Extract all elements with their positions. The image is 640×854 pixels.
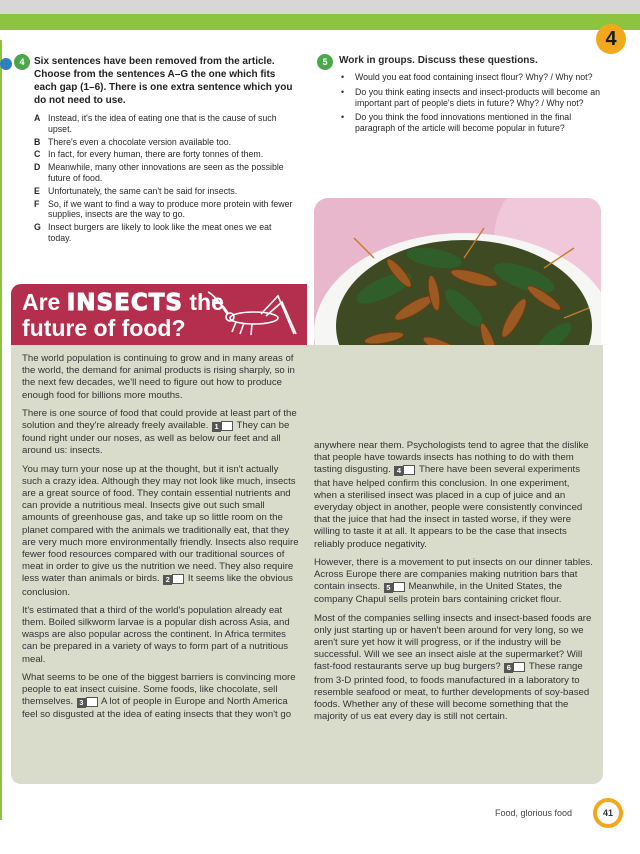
paragraph xyxy=(22,408,299,458)
option-text: Insect burgers are likely to look like the meat ones we eat today. xyxy=(48,222,272,243)
article-column-right xyxy=(314,440,593,729)
gap-answer-box[interactable] xyxy=(513,662,525,672)
text-run: Most of the companies selling insects and insect-based foods are only just starting up or haven't been around for very long, so we aren't sure yet how it will progress, or if the industry will be successful. Will we see an insect aisle at the supermarket? Will fast-food restaurants serve up bug burgers? xyxy=(314,612,592,673)
top-margin xyxy=(0,0,640,14)
title-line-2: future of food? xyxy=(22,315,186,341)
article-column-left xyxy=(22,353,299,728)
sentence-options xyxy=(34,113,296,246)
option-text: So, if we want to find a way to produce more protein with fewer supplies, insects are the way to go. xyxy=(48,198,293,220)
exercise-5-instruction: Work in groups. Discuss these questions. xyxy=(339,55,538,66)
option-letter: C xyxy=(34,149,41,160)
header-bar xyxy=(0,14,640,30)
title-word: the xyxy=(189,289,224,315)
question-item: • Would you eat food containing insect flour? Why? / Why not? xyxy=(339,72,601,83)
page-number: 41 xyxy=(593,798,623,828)
option-letter: E xyxy=(34,185,40,196)
option-letter: B xyxy=(34,136,41,147)
text-run: Meanwhile, in the United States, the company Chapul sells protein bars containing cricket flour. xyxy=(314,581,563,606)
gap-answer-box[interactable] xyxy=(221,421,233,431)
bullet-dot xyxy=(0,58,12,70)
option-d xyxy=(34,162,296,184)
question-item: • Do you think the food innovations mentioned in the final paragraph of the article will become popular in future? xyxy=(339,112,601,134)
option-letter: A xyxy=(34,113,41,123)
cricket-icon xyxy=(206,290,301,340)
option-text: Unfortunately, the same can't be said for insects. xyxy=(48,185,238,196)
title-word: Are xyxy=(22,289,61,315)
text-run: You may turn your nose up at the thought, but it isn't actually such a crazy idea. Although they may not look like much, insects are a great source of food. They contain essential nutrients and can provide a nutritious meal. Insects give out such small amounts of greenhouse gas, and take up so little room on the planet compared with the animals we traditionally eat, that they are very much more environmentally friendly. Insects also require fewer food resources compared with our traditional sources of meat in order to give us the nutrition we need. They also require less water than animals or birds. xyxy=(22,463,299,585)
text-run: However, there is a movement to put insects on our dinner tables. Across Europe there are companies making nutrition bars that contain insects. xyxy=(314,556,593,593)
exercise-4-instruction: Six sentences have been removed from the article. Choose from the sentences A–G the one which fits each gap (1–6). There is one extra sentence which you do not need to use. xyxy=(34,56,293,106)
section-name: Food, glorious food xyxy=(495,808,573,818)
paragraph xyxy=(22,464,299,599)
option-text: Instead, it's the idea of eating one that is the cause of such upset. xyxy=(48,113,277,134)
exercise-4-number: 4 xyxy=(14,54,30,70)
gap-answer-box[interactable] xyxy=(403,465,415,475)
text-run: These range from 3-D printed food, to foods manufactured in a laboratory to resemble seafood or meat, to further developments of soy-based foods. Whether any of these will become something that the majority of us eat every day is still not certain. xyxy=(314,661,590,723)
paragraph xyxy=(314,557,593,607)
paragraph xyxy=(314,440,593,551)
gap-number: 2 xyxy=(163,575,172,585)
text-run: anywhere near them. Psychologists tend to agree that the dislike that people have towards insects has nothing to do with them tasting disgusting. xyxy=(314,440,589,476)
discussion-questions xyxy=(339,72,601,138)
option-a xyxy=(34,113,296,135)
option-letter: F xyxy=(34,198,40,209)
unit-number-badge: 4 xyxy=(596,24,626,54)
gap-answer-box[interactable] xyxy=(86,697,98,707)
paragraph xyxy=(314,613,593,724)
option-e xyxy=(34,186,296,197)
gap-2[interactable] xyxy=(163,574,184,586)
paragraph: The world population is continuing to grow and in many areas of the world, the demand for animal products is rising sharply, so in the next few decades, we'll need to figure out how to produce enough food for billions more mouths. xyxy=(22,353,295,401)
title-highlight: INSECTS xyxy=(66,290,183,316)
text-run: There is one source of food that could provide at least part of the solution and they're already freely available. xyxy=(22,407,297,432)
text-run: They can be found right under our noses, as well as below our feet and all around us: insects. xyxy=(22,420,290,457)
text-run: A lot of people in Europe and North America feel so disgusted at the idea of eating insects that they won't go xyxy=(22,696,292,721)
option-text: There's even a chocolate version available too. xyxy=(48,136,232,147)
gap-answer-box[interactable] xyxy=(172,574,184,584)
gap-number: 6 xyxy=(504,663,513,673)
paragraph xyxy=(22,672,299,722)
text-run: It seems like the obvious conclusion. xyxy=(22,573,293,598)
gap-number: 3 xyxy=(77,698,86,708)
text-run: What seems to be one of the biggest barriers is convincing more people to eat insect cuisine. Some foods, like chocolate, sell themselves. xyxy=(22,671,296,708)
gap-6[interactable] xyxy=(504,662,525,674)
gap-5[interactable] xyxy=(384,582,405,594)
question-item: • Do you think eating insects and insect-products will become an important part of people's diets in future? Why? / Why not? xyxy=(339,87,601,109)
text-run: There have been several experiments that have helped confirm this conclusion. In one experiment, when a sterilised insect was placed in a cup of juice and an everyday object in another, people were consistently convinced that the juice that had the insect in tasted worse, if they were willing to taste it at all. It appears to be the case that insects reliably produce negativity. xyxy=(314,464,583,550)
option-c xyxy=(34,149,296,160)
page-edge-line xyxy=(0,40,2,820)
option-g xyxy=(34,222,296,244)
option-letter: G xyxy=(34,222,41,233)
gap-number: 1 xyxy=(212,422,221,432)
gap-4[interactable] xyxy=(394,465,415,477)
exercise-5-number: 5 xyxy=(317,54,333,70)
gap-number: 4 xyxy=(394,466,403,476)
option-text: Meanwhile, many other innovations are seen as the possible future of food. xyxy=(48,162,284,183)
option-text: In fact, for every human, there are forty tonnes of them. xyxy=(48,149,264,160)
gap-number: 5 xyxy=(384,583,393,593)
option-f xyxy=(34,199,296,221)
gap-answer-box[interactable] xyxy=(393,582,405,592)
option-b xyxy=(34,137,296,148)
gap-1[interactable] xyxy=(212,421,233,433)
paragraph: It's estimated that a third of the world's population already eat them. Boiled silkworm larvae is a popular dish across Asia, and wasps are also popular across the continent. In Africa termites can be prepared in a variety of ways to form part of a nutritious meal. xyxy=(22,604,290,665)
option-letter: D xyxy=(34,162,41,173)
gap-3[interactable] xyxy=(77,697,98,709)
